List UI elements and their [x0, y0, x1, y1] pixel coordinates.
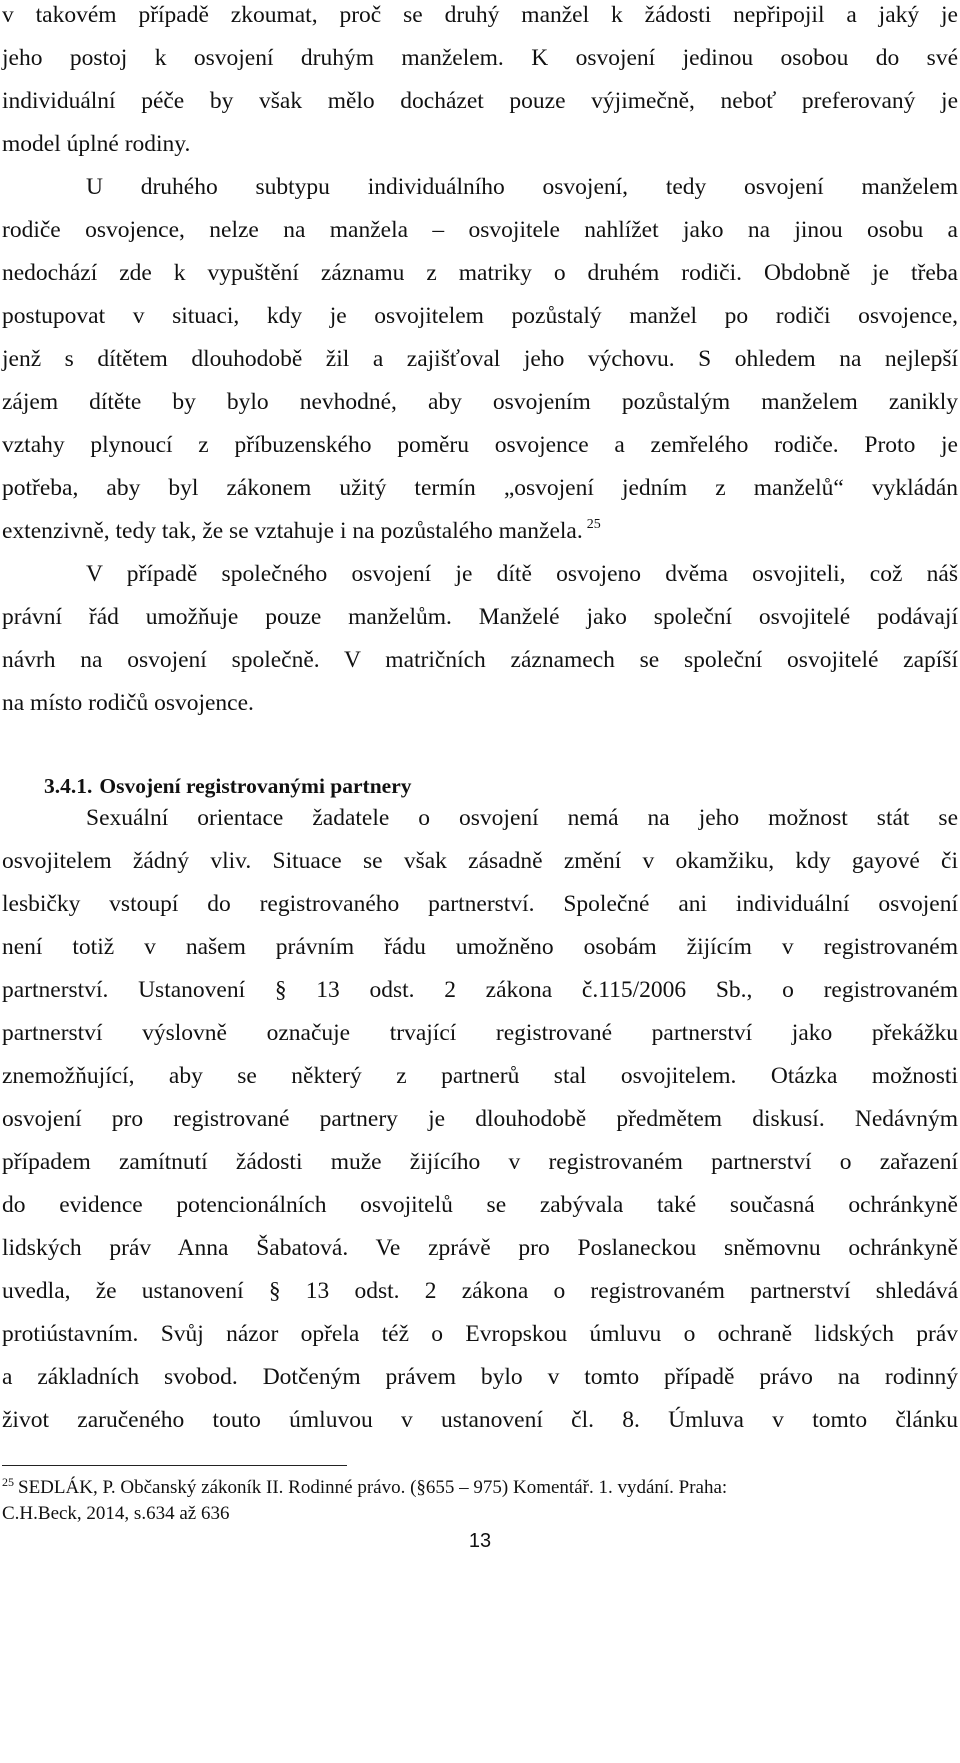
- body-text-line: protiústavním. Svůj názor opřela též o Evropskou úmluvu o ochraně lidských práv: [2, 1321, 958, 1347]
- body-text-line: individuální péče by však mělo docházet pouze výjimečně, neboť preferovaný je: [2, 88, 958, 114]
- body-text-line: není totiž v našem právním řádu umožněno osobám žijícím v registrovaném: [2, 934, 958, 960]
- body-text-line: Sexuální orientace žadatele o osvojení nemá na jeho možnost stát se: [86, 805, 958, 831]
- body-text-line: postupovat v situaci, kdy je osvojitelem pozůstalý manžel po rodiči osvojence,: [2, 303, 958, 329]
- body-text-line: uvedla, že ustanovení § 13 odst. 2 zákona o registrovaném partnerství shledává: [2, 1278, 958, 1304]
- footnote-line: C.H.Beck, 2014, s.634 až 636: [2, 1503, 230, 1524]
- body-text-line: vztahy plynoucí z příbuzenského poměru osvojence a zemřelého rodiče. Proto je: [2, 432, 958, 458]
- body-text-line: zájem dítěte by bylo nevhodné, aby osvojením pozůstalým manželem zanikly: [2, 389, 958, 415]
- body-text-line: partnerství. Ustanovení § 13 odst. 2 zákona č.115/2006 Sb., o registrovaném: [2, 977, 958, 1003]
- body-text-line: v takovém případě zkoumat, proč se druhý manžel k žádosti nepřipojil a jaký je: [2, 2, 958, 28]
- body-text-line: nedochází zde k vypuštění záznamu z matriky o druhém rodiči. Obdobně je třeba: [2, 260, 958, 286]
- body-text-line: osvojitelem žádný vliv. Situace se však zásadně změní v okamžiku, kdy gayové či: [2, 848, 958, 874]
- body-text-line: lesbičky vstoupí do registrovaného partnerství. Společné ani individuální osvojení: [2, 891, 958, 917]
- body-text-line: U druhého subtypu individuálního osvojení, tedy osvojení manželem: [86, 174, 958, 200]
- footnote-number: 25: [2, 1475, 14, 1489]
- body-text-line: lidských práv Anna Šabatová. Ve zprávě pro Poslaneckou sněmovnu ochránkyně: [2, 1235, 958, 1261]
- body-text-line: na místo rodičů osvojence.: [2, 690, 254, 716]
- section-title: Osvojení registrovanými partnery: [99, 774, 412, 798]
- section-heading: [44, 771, 412, 801]
- body-text-line: právní řád umožňuje pouze manželům. Manželé jako společní osvojitelé podávají: [2, 604, 958, 630]
- body-text-line: potřeba, aby byl zákonem užitý termín „osvojení jedním z manželů“ vykládán: [2, 475, 958, 501]
- body-text-line: jenž s dítětem dlouhodobě žil a zajišťoval jeho výchovu. S ohledem na nejlepší: [2, 346, 958, 372]
- footnote-line: [2, 1475, 958, 1502]
- body-text-line: život zaručeného touto úmluvou v ustanovení čl. 8. Úmluva v tomto článku: [2, 1407, 958, 1433]
- section-number: 3.4.1.: [44, 774, 93, 798]
- body-text-line: rodiče osvojence, nelze na manžela – osvojitele nahlížet jako na jinou osobu a: [2, 217, 958, 243]
- body-text-line: model úplné rodiny.: [2, 131, 191, 157]
- body-text-line: případem zamítnutí žádosti muže žijícího v registrovaném partnerství o zařazení: [2, 1149, 958, 1175]
- page-number: 13: [468, 1530, 492, 1552]
- footnote-separator: [2, 1465, 347, 1466]
- body-text: extenzivně, tedy tak, že se vztahuje i na pozůstalého manžela.: [2, 518, 583, 544]
- body-text-line: znemožňující, aby se některý z partnerů stal osvojitelem. Otázka možnosti: [2, 1063, 958, 1089]
- body-text-line: do evidence potencionálních osvojitelů se zabývala také současná ochránkyně: [2, 1192, 958, 1218]
- body-text-line: návrh na osvojení společně. V matričních záznamech se společní osvojitelé zapíší: [2, 647, 958, 673]
- body-text-line: V případě společného osvojení je dítě osvojeno dvěma osvojiteli, což náš: [86, 561, 958, 587]
- footnote-text: SEDLÁK, P. Občanský zákoník II. Rodinné právo. (§655 – 975) Komentář. 1. vydání. Praha:: [18, 1477, 728, 1498]
- body-text-line: [2, 516, 958, 550]
- body-text-line: jeho postoj k osvojení druhým manželem. K osvojení jedinou osobou do své: [2, 45, 958, 71]
- body-text-line: a základních svobod. Dotčeným právem bylo v tomto případě právo na rodinný: [2, 1364, 958, 1390]
- body-text-line: osvojení pro registrované partnery je dlouhodobě předmětem diskusí. Nedávným: [2, 1106, 958, 1132]
- footnote-reference[interactable]: 25: [586, 517, 601, 532]
- body-text-line: partnerství výslovně označuje trvající registrované partnerství jako překážku: [2, 1020, 958, 1046]
